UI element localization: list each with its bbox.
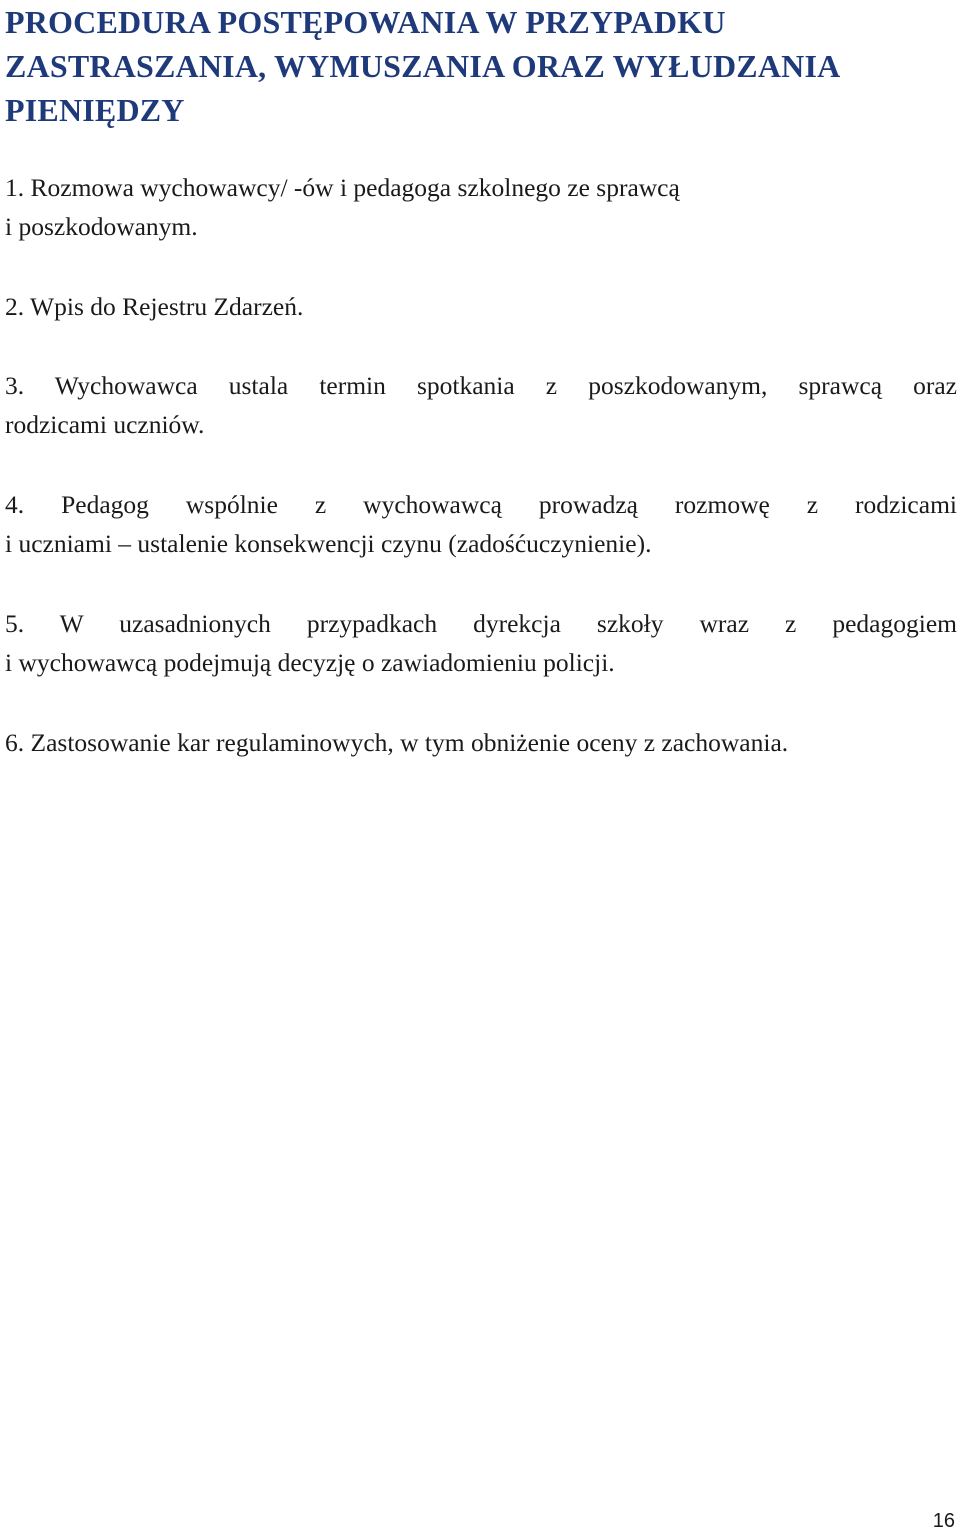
step-line: 3. Wychowawca ustala termin spotkania z poszkodowanym, sprawcą oraz xyxy=(5,371,957,400)
step-line: i poszkodowanym. xyxy=(5,212,198,241)
step-line: 4. Pedagog wspólnie z wychowawcą prowadzą rozmowę z rodzicami xyxy=(5,490,957,519)
title-line: PIENIĘDZY xyxy=(5,92,185,128)
procedure-step-1 xyxy=(5,168,957,246)
step-line: rodzicami uczniów. xyxy=(5,410,205,439)
step-line: 5. W uzasadnionych przypadkach dyrekcja szkoły wraz z pedagogiem xyxy=(5,609,957,638)
title-line: PROCEDURA POSTĘPOWANIA W PRZYPADKU xyxy=(5,4,726,40)
procedure-step-5 xyxy=(5,604,957,682)
step-line: 1. Rozmowa wychowawcy/ -ów i pedagoga szkolnego ze sprawcą xyxy=(5,173,680,202)
step-line: 6. Zastosowanie kar regulaminowych, w tym obniżenie oceny z zachowania. xyxy=(5,728,789,757)
procedure-step-4 xyxy=(5,485,957,563)
step-line: 2. Wpis do Rejestru Zdarzeń. xyxy=(5,292,304,321)
step-line: i wychowawcą podejmują decyzję o zawiadomieniu policji. xyxy=(5,648,615,677)
step-line: i uczniami – ustalenie konsekwencji czynu (zadośćuczynienie). xyxy=(5,529,652,558)
page-number: 16 xyxy=(932,1510,955,1532)
procedure-step-2 xyxy=(5,287,957,326)
document-page xyxy=(5,0,957,757)
procedure-step-3 xyxy=(5,366,957,444)
title-line: ZASTRASZANIA, WYMUSZANIA ORAZ WYŁUDZANIA xyxy=(5,48,841,84)
procedure-step-6 xyxy=(5,723,957,762)
page-title xyxy=(5,0,957,132)
